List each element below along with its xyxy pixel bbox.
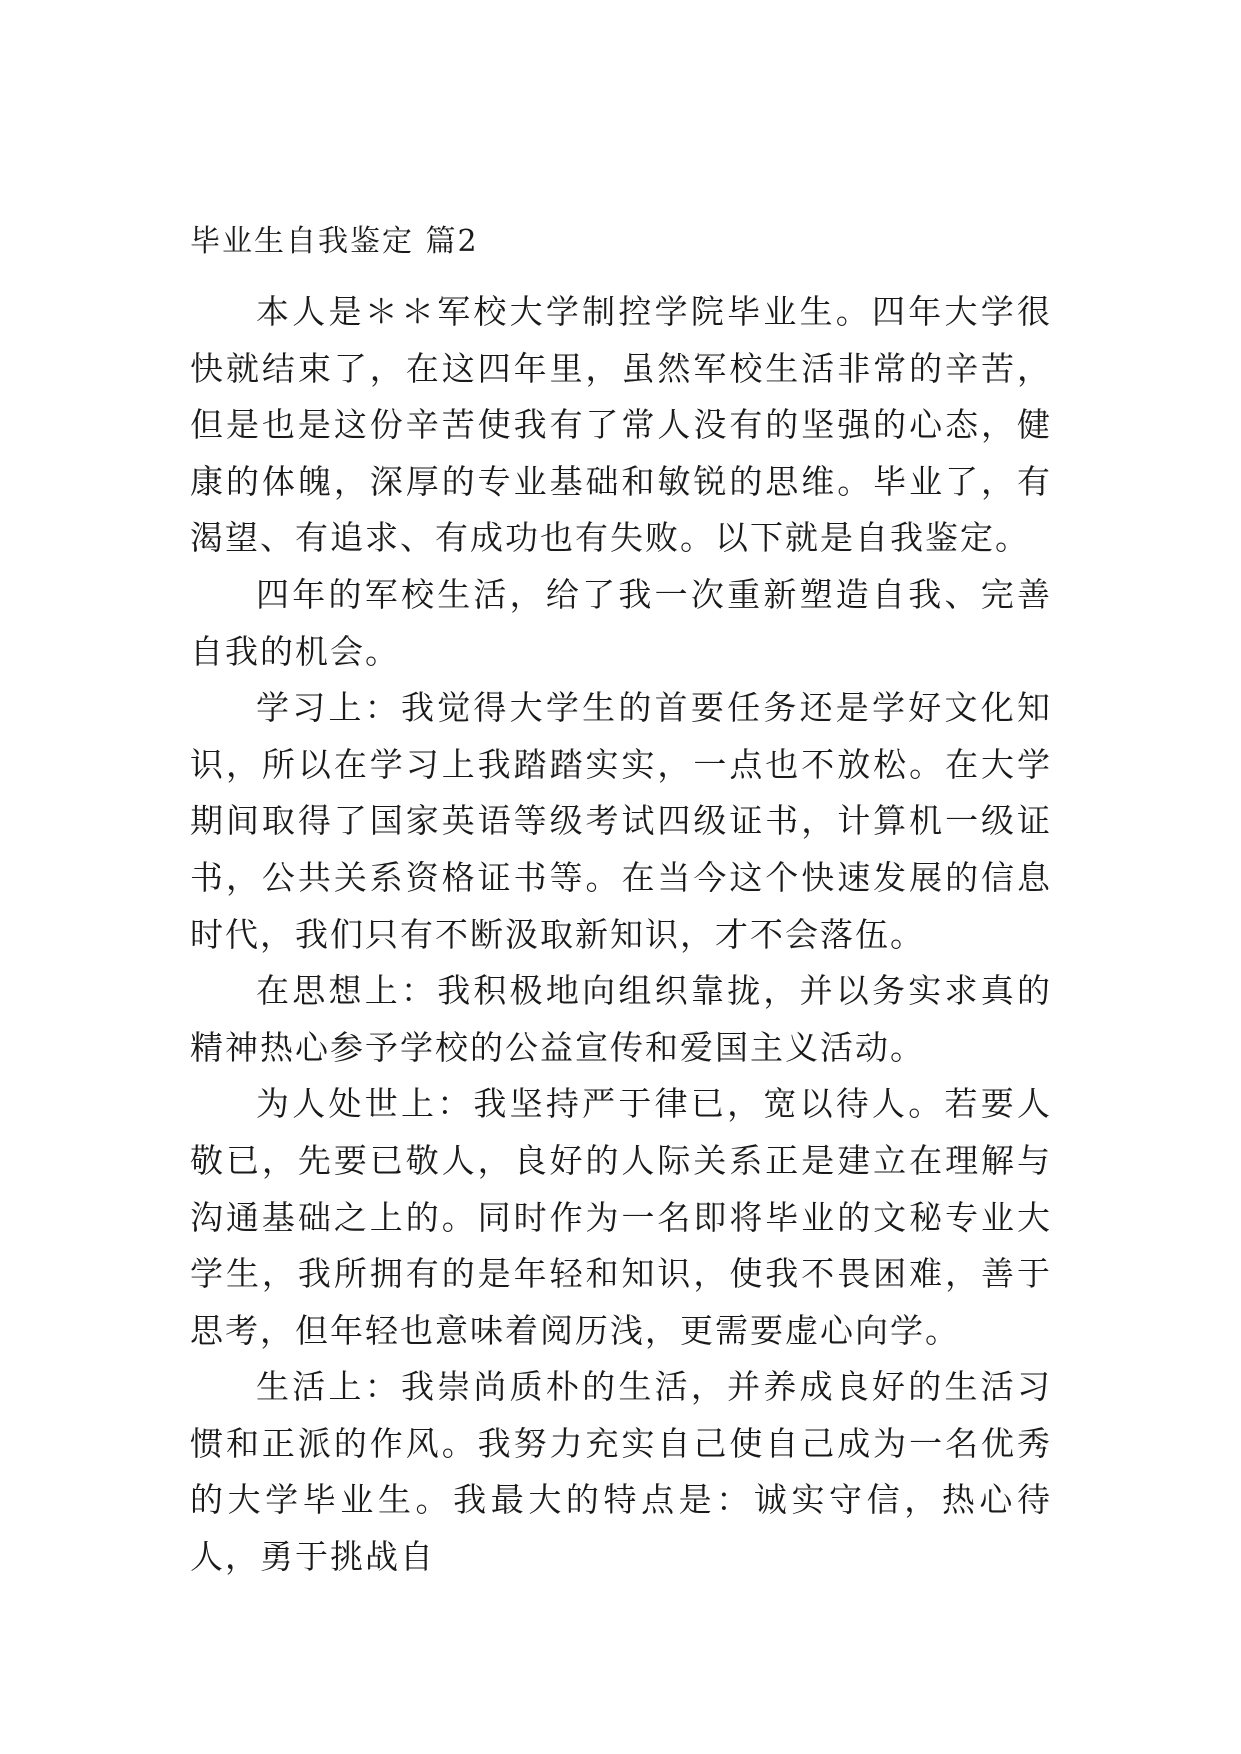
- document-body: [190, 222, 1052, 1586]
- paragraph-life: 生活上：我崇尚质朴的生活，并养成良好的生活习惯和正派的作风。我努力充实自己使自己成为一名优秀的大学毕业生。我最大的特点是：诚实守信，热心待人，勇于挑战自: [190, 1367, 1052, 1577]
- paragraph-intro: 本人是＊＊军校大学制控学院毕业生。四年大学很快就结束了，在这四年里，虽然军校生活非常的辛苦，但是也是这份辛苦使我有了常人没有的坚强的心态，健康的体魄，深厚的专业基础和敏锐的思维。毕业了，有渴望、有追求、有成功也有失败。以下就是自我鉴定。: [190, 292, 1052, 558]
- paragraph-conduct: 为人处世上：我坚持严于律已，宽以待人。若要人敬已，先要已敬人，良好的人际关系正是建立在理解与沟通基础之上的。同时作为一名即将毕业的文秘专业大学生，我所拥有的是年轻和知识，使我不畏困难，善于思考，但年轻也意味着阅历浅，更需要虚心向学。: [190, 1084, 1052, 1350]
- paragraph-study: 学习上：我觉得大学生的首要任务还是学好文化知识，所以在学习上我踏踏实实，一点也不放松。在大学期间取得了国家英语等级考试四级证书，计算机一级证书，公共关系资格证书等。在当今这个快速发展的信息时代，我们只有不断汲取新知识，才不会落伍。: [190, 688, 1052, 954]
- paragraph-opportunity: 四年的军校生活，给了我一次重新塑造自我、完善自我的机会。: [190, 574, 1052, 671]
- document-title: 毕业生自我鉴定 篇2: [190, 224, 479, 259]
- paragraph-thought: 在思想上：我积极地向组织靠拢，并以务实求真的精神热心参予学校的公益宣传和爱国主义活动。: [190, 971, 1052, 1067]
